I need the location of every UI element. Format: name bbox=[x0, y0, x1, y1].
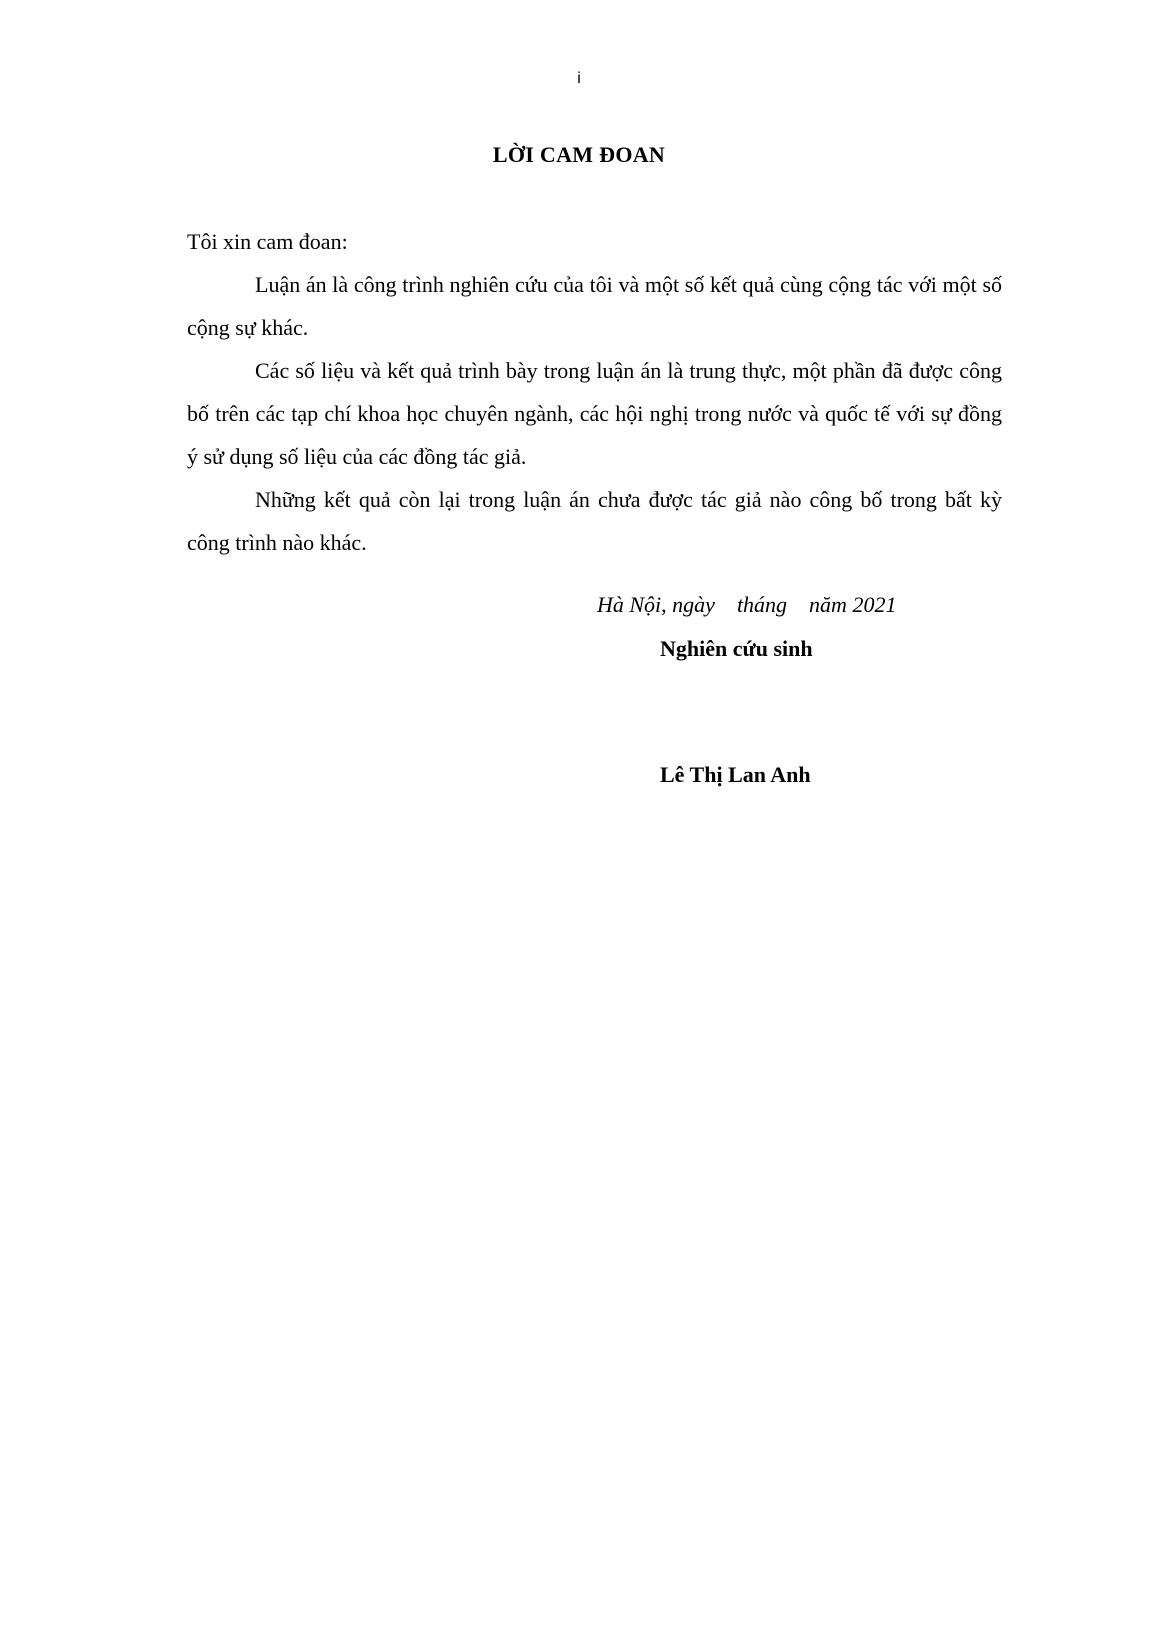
signature-name: Lê Thị Lan Anh bbox=[660, 762, 811, 787]
signature-role: Nghiên cứu sinh bbox=[660, 636, 813, 661]
paragraph-1: Luận án là công trình nghiên cứu của tôi và một số kết quả cùng cộng tác với một số cộng sự khác. bbox=[187, 272, 1002, 340]
declaration-body bbox=[187, 220, 1002, 564]
page-title: LỜI CAM ĐOAN bbox=[492, 142, 666, 167]
paragraph-3: Những kết quả còn lại trong luận án chưa được tác giả nào công bố trong bất kỳ công trình nào khác. bbox=[187, 487, 1002, 555]
signature-date-line: Hà Nội, ngày tháng năm 2021 bbox=[597, 592, 897, 617]
intro-line: Tôi xin cam đoan: bbox=[187, 229, 348, 254]
page-number: i bbox=[577, 70, 581, 87]
paragraph-2: Các số liệu và kết quả trình bày trong luận án là trung thực, một phần đã được công bố trên các tạp chí khoa học chuyên ngành, các hội nghị trong nước và quốc tế với sự đồng ý sử dụng số liệu của các đồng tác giả. bbox=[187, 358, 1002, 469]
